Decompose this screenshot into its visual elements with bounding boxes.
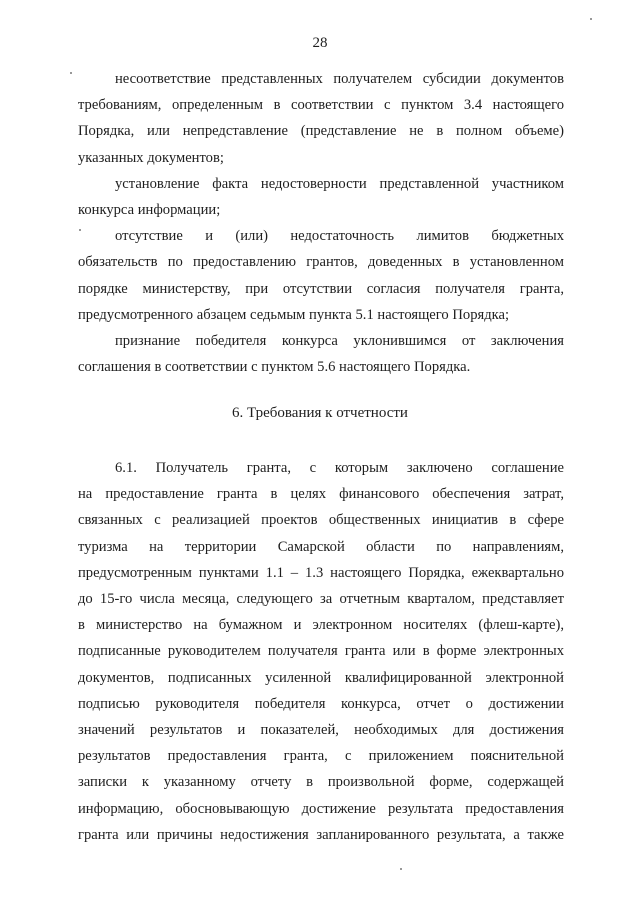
text-line: порядке министерству, при отсутствии согласия получателя гранта, — [78, 280, 564, 297]
text-line: туризма на территории Самарской области по направлениям, — [78, 538, 564, 555]
text-line: документов, подписанных усиленной квалифицированной электронной — [78, 669, 564, 686]
paragraph-unreliability — [78, 171, 564, 223]
text-line: несоответствие представленных получателем субсидии документов — [115, 71, 564, 87]
text-line: предусмотренным пунктами 1.1 – 1.3 настоящего Порядка, ежеквартально — [78, 564, 564, 581]
paragraph-nonconformity — [78, 66, 564, 171]
text-line: результатов предоставления гранта, с приложением пояснительной — [78, 748, 564, 765]
text-line: конкурса информации; — [78, 202, 221, 219]
scan-speck — [590, 18, 592, 20]
text-line: установление факта недостоверности представленной участником — [115, 175, 564, 192]
page-number: 28 — [312, 35, 328, 51]
scan-speck — [400, 868, 402, 870]
text-line: записки к указанному отчету в произвольной форме, содержащей — [78, 774, 564, 791]
text-line: в министерство на бумажном и электронном носителях (флеш-карте), — [78, 617, 564, 634]
paragraph-evasion — [78, 328, 564, 380]
text-line: предусмотренного абзацем седьмым пункта 5.1 настоящего Порядка; — [78, 306, 510, 323]
text-block-lower — [78, 455, 564, 848]
text-line: подписанные руководителем получателя гранта или в форме электронных — [78, 643, 564, 660]
text-line: подписью руководителя победителя конкурса, отчет о достижении — [78, 695, 564, 712]
text-line: соглашения в соответствии с пунктом 5.6 настоящего Порядка. — [78, 359, 471, 376]
text-line: обязательств по предоставлению грантов, доведенных в установленном — [78, 254, 564, 271]
text-block-upper — [78, 66, 564, 380]
scan-speck — [79, 229, 81, 231]
text-line: признание победителя конкурса уклонившимся от заключения — [115, 333, 564, 350]
text-line: гранта или причины недостижения запланированного результата, а также — [78, 826, 564, 843]
text-line: на предоставление гранта в целях финансового обеспечения затрат, — [78, 486, 564, 503]
text-line: до 15-го числа месяца, следующего за отчетным кварталом, представляет — [78, 591, 564, 608]
paragraph-insufficient-limits — [78, 223, 564, 328]
text-line: отсутствие и (или) недостаточность лимитов бюджетных — [115, 228, 564, 245]
text-line: указанных документов; — [78, 149, 224, 166]
text-line: связанных с реализацией проектов общественных инициатив в сфере — [78, 512, 564, 529]
section-heading: 6. Требования к отчетности — [232, 405, 408, 421]
text-line: информацию, обосновывающую достижение результата предоставления — [78, 800, 564, 817]
scan-speck — [70, 72, 72, 74]
text-line: требованиям, определенным в соответствии с пунктом 3.4 настоящего — [78, 97, 564, 114]
text-line: Порядка, или непредставление (представление не в полном объеме) — [78, 123, 564, 140]
text-line: 6.1. Получатель гранта, с которым заключено соглашение — [115, 460, 564, 476]
paragraph-6-1 — [78, 455, 564, 848]
text-line: значений результатов и показателей, необходимых для достижения — [78, 722, 564, 739]
